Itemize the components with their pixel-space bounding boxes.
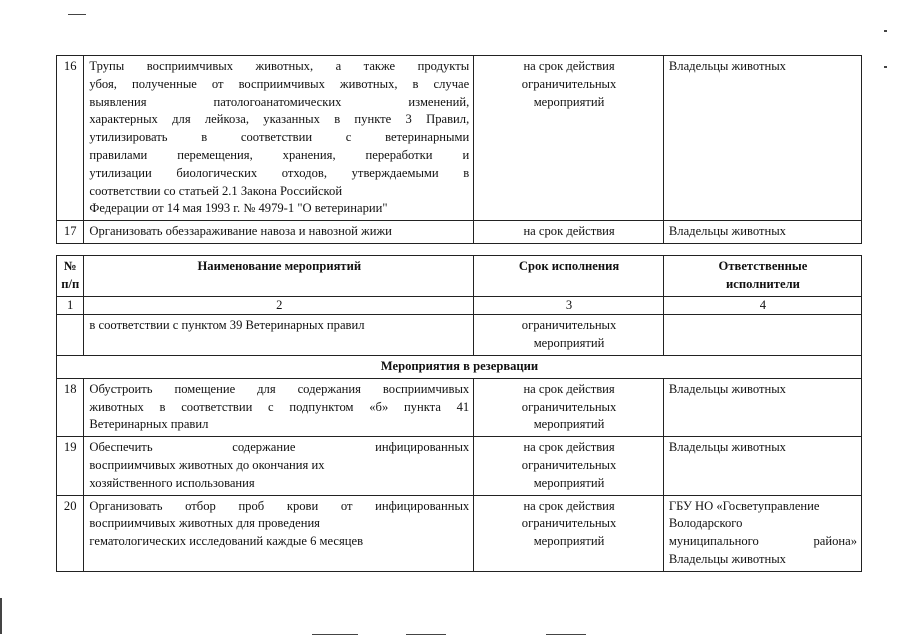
term-cell: на срок действия ограничительных мероприятий <box>474 378 664 436</box>
table-row <box>57 221 862 244</box>
section-title: Мероприятия в резервации <box>57 355 862 378</box>
row-number: 18 <box>57 378 84 436</box>
column-numbers-row <box>57 296 862 315</box>
col-number: 4 <box>663 296 861 315</box>
table-main <box>56 255 862 572</box>
responsible-cell: ГБУ НО «Госветуправление Володарского муниципального района» Владельцы животных <box>663 495 861 571</box>
table-row <box>57 495 862 571</box>
term-cell: на срок действия ограничительных мероприятий <box>474 56 664 221</box>
row-number: 16 <box>57 56 84 221</box>
row-number <box>57 315 84 356</box>
term-cell: на срок действия ограничительных мероприятий <box>474 437 664 495</box>
responsible-cell <box>663 315 861 356</box>
responsible-cell: Владельцы животных <box>663 378 861 436</box>
header-num: № п/п <box>57 256 84 297</box>
table-top-fragment <box>56 55 862 244</box>
term-cell: на срок действия <box>474 221 664 244</box>
scan-mark-bottom-1 <box>312 634 358 635</box>
scan-mark-top <box>68 14 86 15</box>
measure-text: в соответствии с пунктом 39 Ветеринарных правил <box>84 315 474 356</box>
scan-mark-bottom-3 <box>546 634 586 635</box>
row-number: 20 <box>57 495 84 571</box>
measure-text: Трупы восприимчивых животных, а также продукты убоя, полученные от восприимчивых животных, в случае выявления патологоанатомических изменений, характерных для лейкоза, указанных в пункте 3 Правил, утилизировать в соответствии с ветеринарными правилами перемещения, хранения, переработки и утилизации биологических отходов, утверждаемыми в соответствии со статьей 2.1 Закона Российской Федерации от 14 мая 1993 г. № 4979-1 "О ветеринарии" <box>84 56 474 221</box>
table-row <box>57 378 862 436</box>
scan-mark-right-1 <box>884 30 887 32</box>
measure-text: Обустроить помещение для содержания восприимчивых животных в соответствии с подпунктом «б» пункта 41 Ветеринарных правил <box>84 378 474 436</box>
table-row-continued <box>57 315 862 356</box>
scan-mark-bottom-2 <box>406 634 446 635</box>
responsible-cell: Владельцы животных <box>663 56 861 221</box>
section-row <box>57 355 862 378</box>
row-number: 17 <box>57 221 84 244</box>
measure-text: Обеспечить содержание инфицированных восприимчивых животных до окончания их хозяйственного использования <box>84 437 474 495</box>
measure-text: Организовать обеззараживание навоза и навозной жижи <box>84 221 474 244</box>
responsible-cell: Владельцы животных <box>663 437 861 495</box>
col-number: 1 <box>57 296 84 315</box>
header-term: Срок исполнения <box>474 256 664 297</box>
table-row <box>57 437 862 495</box>
row-number: 19 <box>57 437 84 495</box>
table-row <box>57 56 862 221</box>
term-cell: на срок действия ограничительных мероприятий <box>474 495 664 571</box>
scan-mark-right-2 <box>884 66 887 68</box>
header-responsible: Ответственные исполнители <box>663 256 861 297</box>
col-number: 3 <box>474 296 664 315</box>
term-cell: ограничительных мероприятий <box>474 315 664 356</box>
scan-mark-left <box>0 598 2 634</box>
header-name: Наименование мероприятий <box>84 256 474 297</box>
col-number: 2 <box>84 296 474 315</box>
responsible-cell: Владельцы животных <box>663 221 861 244</box>
table-header <box>57 256 862 297</box>
measure-text: Организовать отбор проб крови от инфицированных восприимчивых животных для проведения гематологических исследований каждые 6 месяцев <box>84 495 474 571</box>
